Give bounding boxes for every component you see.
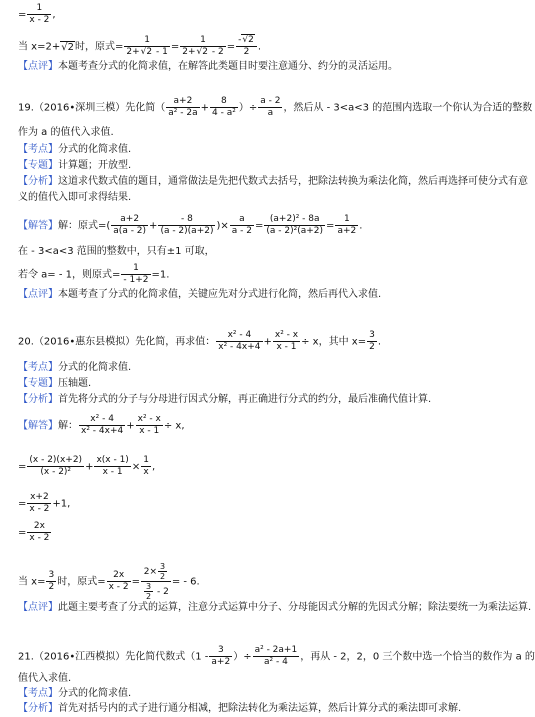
fraction: $\frac{\text{x² - x}}{x - 1}$ bbox=[274, 330, 299, 352]
q20-kaodian: 【考点】分式的化简求值. bbox=[18, 362, 132, 373]
eq-result-line: = $\frac{1}{x - 2}$ , bbox=[18, 3, 56, 25]
q19-question: 19.（2016•深圳三模）先化简（ $\frac{a+2}{\text{a² - 2a}}$ + $\frac{8}{\text{4 - a²}}$ ）÷ $\frac{a - 2}{a}$ ，然后从 - 3<a<3 的范围内选取一个你认为合适的整数 bbox=[18, 96, 533, 118]
q20-fenxi: 【分析】首先将分式的分子与分母进行因式分解，再正确进行分式的约分，最后准确代值计算. bbox=[18, 394, 432, 405]
q20-question: 20.（2016•惠东县模拟）先化简，再求值： $\frac{\text{x² - 4}}{\text{x² - 4x+4}}$ + $\frac{\text{x² - x}}{x - 1}$ ÷ x，其中 x= $\frac{3}{2}$ . bbox=[18, 330, 381, 352]
fraction: $\frac{a}{a - 2}$ bbox=[231, 214, 252, 236]
fraction: $\frac{3}{a+2}$ bbox=[211, 645, 231, 667]
fraction: $\frac{\text{x² - x}}{x - 1}$ bbox=[137, 414, 161, 436]
fraction: $\frac{1}{2+√2 - 2}$ bbox=[182, 35, 224, 57]
q19-fenxi-cont: 义的值代入即可求得结果. bbox=[18, 192, 132, 203]
substitution-line: 当 x=2+√2时，原式= $\frac{1}{2+√2 - 1}$ = $\frac{1}{2+√2 - 2}$ = $\frac{-√2}{2}$ . bbox=[18, 35, 261, 57]
fraction: $\frac{8}{\text{4 - a²}}$ bbox=[212, 96, 236, 118]
q21-question: 21.（2016•江西模拟）先化简代数式（1 - $\frac{3}{a+2}$ ）÷ $\frac{\text{a² - 2a+1}}{\text{a² - 4}}$ ，再从 - 2，2，0 三个数中选一个恰当的数作为 a 的 bbox=[18, 645, 535, 667]
q19-question-cont: 作为 a 的值代入求值. bbox=[18, 127, 114, 138]
fraction: $\frac{1}{- 1+2}$ bbox=[123, 263, 149, 285]
fraction: $\frac{a+2}{a(a - 2)}$ bbox=[113, 214, 147, 236]
dianping-line: 【点评】本题考查分式的化简求值，在解答此类题目时要注意通分、约分的灵活运用。 bbox=[18, 61, 398, 72]
q21-question-cont: 值代入求值. bbox=[18, 673, 72, 684]
q21-kaodian: 【考点】分式的化简求值. bbox=[18, 688, 132, 699]
q19-dianping: 【点评】本题考查了分式的化简求值，关键应先对分式进行化简，然后再代入求值. bbox=[18, 289, 382, 300]
dianping-tag: 【点评】 bbox=[18, 61, 58, 72]
q20-step2: = $\frac{(x - 2)(x+2)}{\text{(x - 2)²}}$ + $\frac{x(x - 1)}{x - 1}$ × $\frac{1}{x}$ , bbox=[18, 455, 156, 477]
fraction: $\frac{\text{x² - 4}}{\text{x² - 4x+4}}$ bbox=[81, 414, 124, 436]
fraction: $\frac{3}{2}$ bbox=[369, 330, 375, 352]
fraction: $\frac{1}{x}$ bbox=[143, 455, 149, 477]
compound-fraction: 2× $\frac{3}{2}$ $\frac{3}{2}$ - 2 bbox=[141, 562, 171, 601]
fraction: $\frac{-√2}{2}$ bbox=[236, 35, 257, 58]
sqrt-symbol: √2 bbox=[61, 41, 74, 53]
q20-substitution: 当 x= $\frac{3}{2}$ 时，原式= $\frac{2x}{x - 2}$ = 2× $\frac{3}{2}$ $\frac{3}{2}$ - 2 = - 6. bbox=[18, 562, 200, 601]
fraction: $\frac{3}{2}$ bbox=[48, 570, 55, 592]
q20-jieda: 【解答】解： $\frac{\text{x² - 4}}{\text{x² - 4x+4}}$ + $\frac{\text{x² - x}}{x - 1}$ ÷ x, bbox=[18, 414, 185, 436]
fraction: $\frac{a - 2}{a}$ bbox=[260, 96, 281, 118]
fraction: $\frac{\text{x² - 4}}{\text{x² - 4x+4}}$ bbox=[218, 330, 261, 352]
fraction: $\frac{\text{(a+2)² - 8a}}{\text{(a - 2)²(a+2)}}$ bbox=[266, 214, 324, 236]
fraction: $\frac{\text{a² - 2a+1}}{\text{a² - 4}}$ bbox=[254, 645, 298, 667]
q19-jieda: 【解答】解：原式=( $\frac{a+2}{a(a - 2)}$ + $\frac{- 8}{(a - 2)(a+2)}$ )× $\frac{a}{a - 2}$ = $\frac{\text{(a+2)² - 8a}}{\text{(a - 2)²(a+2)}}$ = $\frac{1}{a+2}$ . bbox=[18, 214, 363, 236]
q20-step4: = $\frac{2x}{x - 2}$ bbox=[18, 521, 50, 543]
fraction: $\frac{a+2}{\text{a² - 2a}}$ bbox=[168, 96, 198, 118]
fraction: $\frac{x(x - 1)}{x - 1}$ bbox=[96, 455, 129, 477]
q20-zhuanti: 【专题】压轴题. bbox=[18, 378, 92, 389]
q20-step3: = $\frac{x+2}{x - 2}$ +1, bbox=[18, 492, 71, 514]
q19-range: 在 - 3<a<3 范围的整数中，只有±1 可取， bbox=[18, 246, 215, 257]
q21-fenxi: 【分析】首先对括号内的式子进行通分相减，把除法转化为乘法运算，然后计算分式的乘法即可求解. bbox=[18, 703, 462, 714]
fraction: $\frac{1}{x - 2}$ bbox=[29, 3, 50, 25]
q19-kaodian: 【考点】分式的化简求值. bbox=[18, 144, 132, 155]
q19-fenxi: 【分析】这道求代数式值的题目，通常做法是先把代数式去括号，把除法转换为乘法化简，然后再选择可使分式有意 bbox=[18, 176, 528, 187]
fraction: $\frac{2x}{x - 2}$ bbox=[108, 570, 129, 592]
fraction: $\frac{1}{2+√2 - 1}$ bbox=[126, 35, 168, 57]
q19-zhuanti: 【专题】计算题；开放型. bbox=[18, 160, 132, 171]
fraction: $\frac{2x}{x - 2}$ bbox=[29, 521, 50, 543]
fraction: $\frac{1}{a+2}$ bbox=[337, 214, 357, 236]
fraction: $\frac{- 8}{(a - 2)(a+2)}$ bbox=[160, 214, 214, 236]
fraction: $\frac{x+2}{x - 2}$ bbox=[29, 492, 50, 514]
fraction: $\frac{(x - 2)(x+2)}{\text{(x - 2)²}}$ bbox=[29, 455, 83, 477]
q19-let: 若令 a= - 1，则原式= $\frac{1}{- 1+2}$ =1. bbox=[18, 263, 170, 285]
q20-dianping: 【点评】此题主要考查了分式的运算，注意分式运算中分子、分母能因式分解的先因式分解；除法要统一为乘法运算. bbox=[18, 602, 532, 613]
